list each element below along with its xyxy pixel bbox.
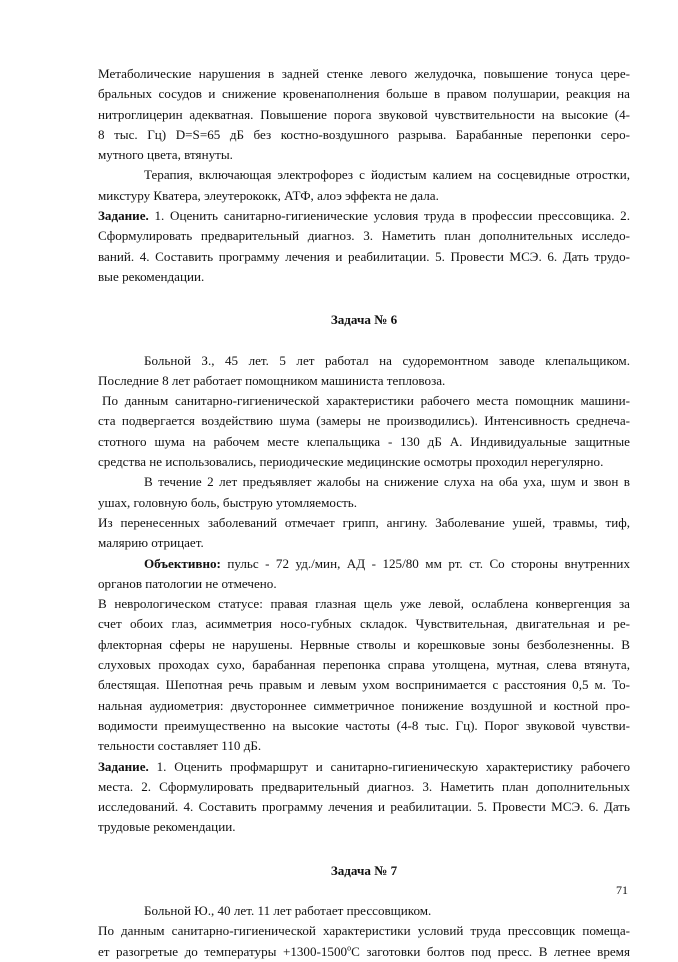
text-line: нальная аудиометрия: двустороннее симметричное понижение воздушной и костной про- bbox=[98, 697, 630, 713]
text-line: Больной Ю., 40 лет. 11 лет работает прессовщиком. bbox=[144, 902, 432, 918]
text-line: ет разогретые до температуры $+1300-1500^оС$ заготовки болтов под пресс. В летнее время bbox=[98, 943, 630, 959]
text-line: Из перенесенных заболеваний отмечает грипп, ангину. Заболевание ушей, травмы, тиф, bbox=[98, 514, 630, 530]
paragraph-case-7 bbox=[98, 901, 630, 962]
text-line: Объективно: пульс - 72 уд./мин, АД - 125/80 мм рт. ст. Со стороны внутренних bbox=[144, 555, 630, 571]
text-line: Сформулировать предварительный диагноз. 3. Наметить план дополнительных исследо- bbox=[98, 228, 630, 244]
document-page bbox=[98, 64, 630, 962]
text-line: Последние 8 лет работает помощником машиниста тепловоза. bbox=[98, 372, 446, 388]
paragraph-case-6-intro bbox=[98, 351, 630, 392]
text-line: нитроглицерин адекватная. Повышение порога звуковой чувствительности на высокие (4- bbox=[98, 106, 630, 122]
paragraph-case-6-hygiene bbox=[98, 391, 630, 472]
text-line: ста подвергается воздействию шума (замеры не производились). Интенсивность среднеча- bbox=[98, 413, 630, 429]
text-line: вые рекомендации. bbox=[98, 268, 205, 284]
text-line: Метаболические нарушения в задней стенке левого желудочка, повышение тонуса цере- bbox=[98, 66, 630, 81]
paragraph-case-6-complaints bbox=[98, 472, 630, 513]
heading-task-6: Задача № 6 bbox=[330, 312, 398, 328]
paragraph-task-5 bbox=[98, 206, 630, 287]
task-label: Задание. bbox=[98, 208, 149, 224]
text-line: Задание. 1. Оценить профмаршрут и санитарно-гигиеническую характеристику рабочего bbox=[98, 758, 630, 774]
text-line: мутного цвета, втянуты. bbox=[98, 147, 233, 163]
text-line: В неврологическом статусе: правая глазная щель уже левой, ослаблена конвергенция за bbox=[98, 596, 630, 612]
text-line: органов патологии не отмечено. bbox=[98, 575, 277, 591]
text-line: водимости преимущественно на высокие частоты (4-8 тыс. Гц). Порог звуковой чувстви- bbox=[98, 717, 630, 733]
text-line: бральных сосудов и снижение кровенаполнения больше в правом полушарии, реакция на bbox=[98, 86, 630, 102]
text-line: средства не использовались, периодические медицинские осмотры проходил нерегулярно. bbox=[98, 454, 604, 470]
paragraph-case-6-history bbox=[98, 513, 630, 554]
text-line: 8 тыс. Гц) D=S=65 дБ без костно-воздушного разрыва. Барабанные перепонки серо- bbox=[98, 126, 630, 142]
heading-task-7: Задача № 7 bbox=[330, 862, 398, 878]
text-line: трудовые рекомендации. bbox=[98, 819, 236, 835]
text-line: Задание. 1. Оценить санитарно-гигиенические условия труда в профессии прессовщика. 2. bbox=[98, 208, 630, 224]
objective-label: Объективно: bbox=[144, 555, 221, 571]
text-line: По данным санитарно-гигиенической характеристики условий труда прессовщик помеща- bbox=[98, 923, 630, 939]
text-line: Больной З., 45 лет. 5 лет работал на судоремонтном заводе клепальщиком. bbox=[144, 352, 630, 368]
text-line: В течение 2 лет предъявляет жалобы на снижение слуха на оба уха, шум и звон в bbox=[144, 474, 630, 490]
text-line: ушах, головную боль, быструю утомляемость. bbox=[98, 494, 358, 510]
text-line: блестящая. Шепотная речь правым и левым ухом воспринимается с расстояния 0,5 м. То- bbox=[98, 677, 630, 693]
text-line: микстуру Кватера, элеутерококк, АТФ, алоэ эффекта не дала. bbox=[98, 187, 439, 203]
text-line: счет обоих глаз, асимметрия носо-губных складок. Чувствительная, двигательная и ре- bbox=[98, 616, 630, 632]
text-line: исследований. 4. Составить программу лечения и реабилитации. 5. Провести МСЭ. 6. Дать bbox=[98, 799, 630, 815]
paragraph-case-6-task bbox=[98, 757, 630, 838]
text-line: тельности составляет 110 дБ. bbox=[98, 738, 262, 754]
text-line: малярию отрицает. bbox=[98, 535, 204, 551]
text-line: стотного шума на рабочем месте клепальщика - 130 дБ А. Индивидуальные защитные bbox=[98, 433, 630, 449]
paragraph-metabolic bbox=[98, 64, 630, 165]
paragraph-case-6-neuro bbox=[98, 594, 630, 756]
text-line: места. 2. Сформулировать предварительный диагноз. 3. Наметить план дополнительных bbox=[98, 778, 630, 794]
paragraph-case-6-objective bbox=[98, 554, 630, 595]
text-line: По данным санитарно-гигиенической характеристики рабочего места помощник машини- bbox=[102, 393, 630, 409]
page-number: 71 bbox=[616, 883, 628, 897]
paragraph-therapy bbox=[98, 165, 630, 206]
text-line: Терапия, включающая электрофорез с йодистым калием на сосцевидные отростки, bbox=[144, 167, 630, 183]
task-label: Задание. bbox=[98, 758, 149, 774]
text-line: слуховых проходах сухо, барабанная перепонка справа утолщена, мутная, слева втянута, bbox=[98, 657, 630, 673]
text-line: флекторная сферы не нарушены. Нервные стволы и корешковые зоны безболезненны. В bbox=[98, 636, 630, 652]
text-line: ваний. 4. Составить программу лечения и реабилитации. 5. Провести МСЭ. 6. Дать трудо- bbox=[98, 248, 630, 264]
